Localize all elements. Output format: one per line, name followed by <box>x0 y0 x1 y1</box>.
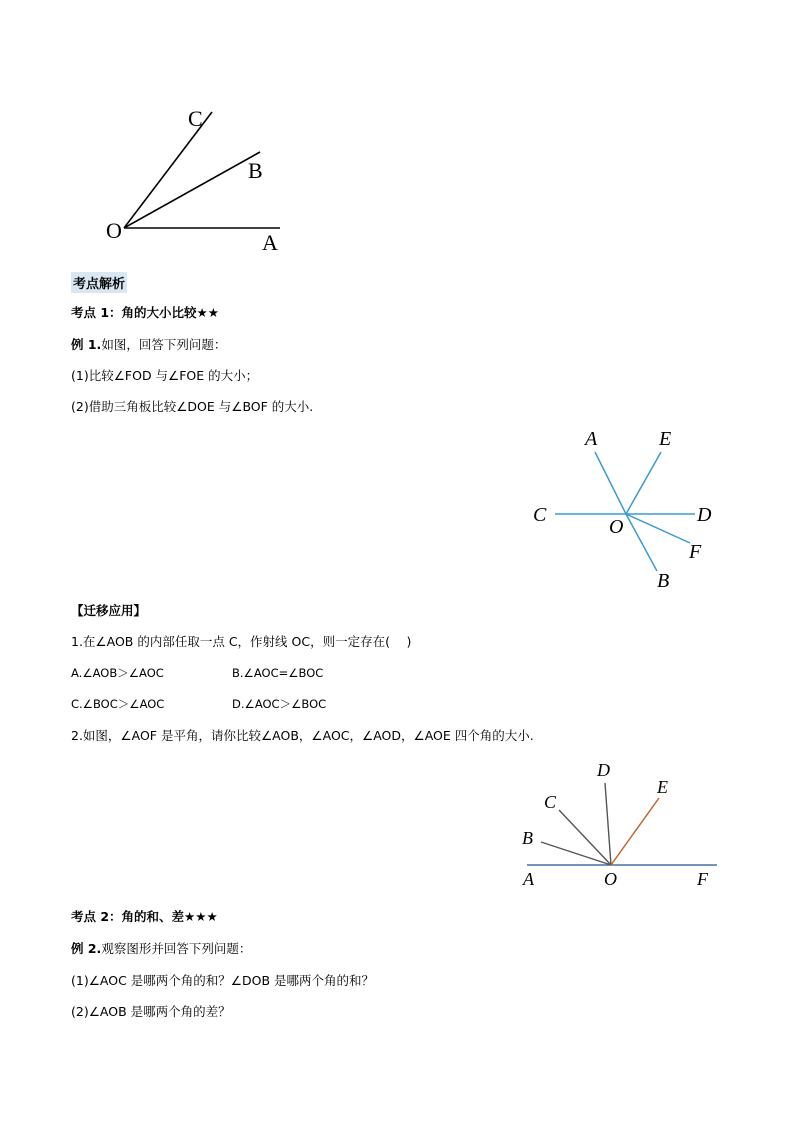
example1-q2: (2)借助三角板比较∠DOE 与∠BOF 的大小. <box>71 399 314 414</box>
label-o: O <box>106 218 122 243</box>
ray-oa <box>595 452 626 514</box>
example1-q1: (1)比较∠FOD 与∠FOE 的大小； <box>71 368 259 383</box>
option-a: A.∠AOB＞∠AOC <box>71 666 164 680</box>
label-f: F <box>689 541 702 563</box>
example2-label: 例 2. <box>71 941 102 956</box>
label-d: D <box>697 504 712 526</box>
practice-q1-stem: 1.在∠AOB 的内部任取一点 C，作射线 OC，则一定存在( ) <box>71 634 412 649</box>
practice-heading: 【迁移应用】 <box>71 603 147 618</box>
example2-line <box>71 941 251 957</box>
label-o: O <box>604 869 617 889</box>
label-c: C <box>533 504 547 526</box>
label-b: B <box>248 158 263 183</box>
label-e: E <box>659 428 672 450</box>
ray-of <box>626 514 690 543</box>
label-d: D <box>597 760 610 780</box>
practice-q2-stem: 2.如图，∠AOF 是平角，请你比较∠AOB，∠AOC，∠AOD，∠AOE 四个角的大小. <box>71 728 534 743</box>
label-f: F <box>697 869 708 889</box>
example1-line <box>71 337 226 353</box>
example2-q2: (2)∠AOB 是哪两个角的差？ <box>71 1004 231 1019</box>
label-a: A <box>523 869 534 889</box>
ray-ob <box>626 514 657 571</box>
label-b: B <box>657 570 670 592</box>
topic1-heading: 考点 1：角的大小比较★★ <box>71 305 219 320</box>
label-c: C <box>188 106 203 131</box>
option-b: B.∠AOC=∠BOC <box>232 666 324 680</box>
topic2-heading: 考点 2：角的和、差★★★ <box>71 909 218 924</box>
option-d: D.∠AOC＞∠BOC <box>232 697 327 711</box>
label-e: E <box>657 777 668 797</box>
option-c: C.∠BOC＞∠AOC <box>71 697 165 711</box>
angle-figure-1 <box>100 100 300 260</box>
ray-od <box>605 783 611 865</box>
section-title: 考点解析 <box>71 272 127 293</box>
angle-figure-2 <box>525 425 725 595</box>
label-a: A <box>585 428 598 450</box>
angle-figure-3 <box>515 758 725 893</box>
ray-ob <box>124 152 260 228</box>
label-o: O <box>609 516 624 538</box>
label-a: A <box>262 230 278 255</box>
ray-oe <box>611 798 659 865</box>
example1-intro: 如图，回答下列问题： <box>101 337 227 352</box>
example2-q1: (1)∠AOC 是哪两个角的和？∠DOB 是哪两个角的和？ <box>71 973 375 988</box>
label-b: B <box>522 828 533 848</box>
example2-intro: 观察图形并回答下列问题： <box>101 941 252 956</box>
example1-label: 例 1. <box>71 337 102 352</box>
label-c: C <box>544 792 557 812</box>
ray-oe <box>626 452 661 514</box>
